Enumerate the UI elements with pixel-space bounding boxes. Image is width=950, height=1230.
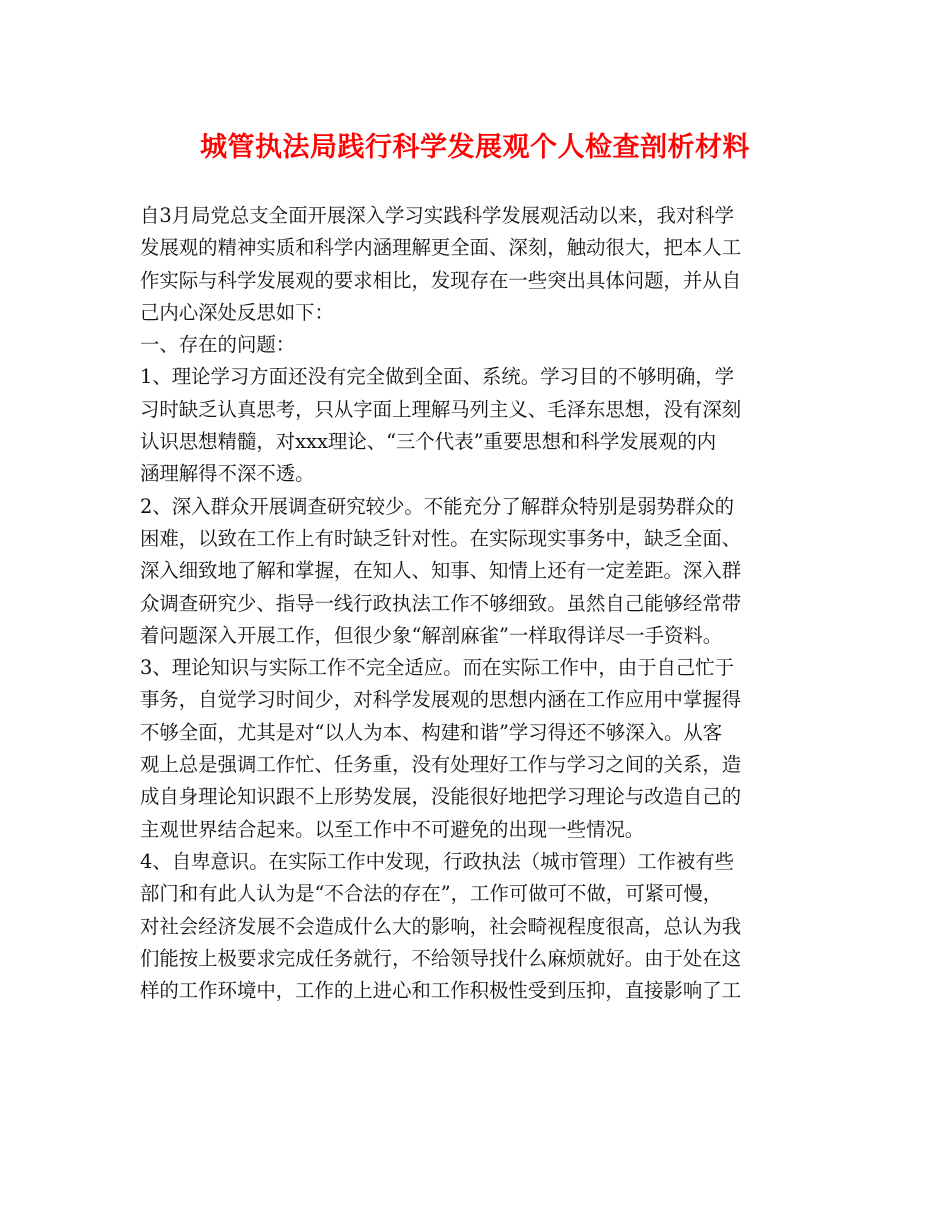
body-line: 习时缺乏认真思考，只从字面上理解马列主义、毛泽东思想，没有深刻 — [140, 397, 742, 421]
body-line: 一、存在的问题： — [140, 333, 296, 357]
body-line: 对社会经济发展不会造成什么大的影响，社会畸视程度很高，总认为我 — [140, 914, 742, 938]
document-title: 城管执法局践行科学发展观个人检查剖析材料 — [200, 132, 750, 163]
body-line: 部门和有此人认为是“不合法的存在”，工作可做可不做，可紧可慢， — [140, 882, 723, 906]
document-body — [140, 200, 812, 1007]
body-line: 深入细致地了解和掌握，在知人、知事、知情上还有一定差距。深入群 — [140, 559, 742, 583]
body-line: 认识思想精髓，对xxx理论、“三个代表”重要思想和科学发展观的内 — [140, 430, 717, 454]
body-line: 发展观的精神实质和科学内涵理解更全面、深刻，触动很大，把本人工 — [140, 236, 742, 260]
body-line: 4、自卑意识。在实际工作中发现，行政执法（城市管理）工作被有些 — [140, 849, 735, 873]
body-line: 成自身理论知识跟不上形势发展，没能很好地把学习理论与改造自己的 — [140, 785, 742, 809]
body-line: 1、理论学习方面还没有完全做到全面、系统。学习目的不够明确，学 — [140, 365, 735, 389]
body-line: 涵理解得不深不透。 — [140, 462, 315, 486]
body-line: 主观世界结合起来。以至工作中不可避免的出现一些情况。 — [140, 817, 645, 841]
body-line: 们能按上极要求完成任务就行，不给领导找什么麻烦就好。由于处在这 — [140, 946, 742, 970]
body-line: 观上总是强调工作忙、任务重，没有处理好工作与学习之间的关系，造 — [140, 753, 742, 777]
body-line: 己内心深处反思如下： — [140, 300, 334, 324]
body-line: 事务，自觉学习时间少，对科学发展观的思想内涵在工作应用中掌握得 — [140, 688, 742, 712]
body-line: 众调查研究少、指导一线行政执法工作不够细致。虽然自己能够经常带 — [140, 591, 742, 615]
body-line: 不够全面，尤其是对“以人为本、构建和谐”学习得还不够深入。从客 — [140, 720, 723, 744]
body-line: 样的工作环境中，工作的上进心和工作积极性受到压抑，直接影响了工 — [140, 979, 742, 1003]
body-line: 自3月局党总支全面开展深入学习实践科学发展观活动以来，我对科学 — [140, 204, 735, 227]
body-line: 3、理论知识与实际工作不完全适应。而在实际工作中，由于自己忙于 — [140, 656, 735, 680]
body-line: 着问题深入开展工作，但很少象“解剖麻雀”一样取得详尽一手资料。 — [140, 623, 723, 647]
body-line: 困难，以致在工作上有时缺乏针对性。在实际现实事务中，缺乏全面、 — [140, 526, 742, 550]
body-line: 作实际与科学发展观的要求相比，发现存在一些突出具体问题，并从自 — [140, 268, 742, 292]
body-line: 2、深入群众开展调查研究较少。不能充分了解群众特别是弱势群众的 — [140, 494, 735, 518]
